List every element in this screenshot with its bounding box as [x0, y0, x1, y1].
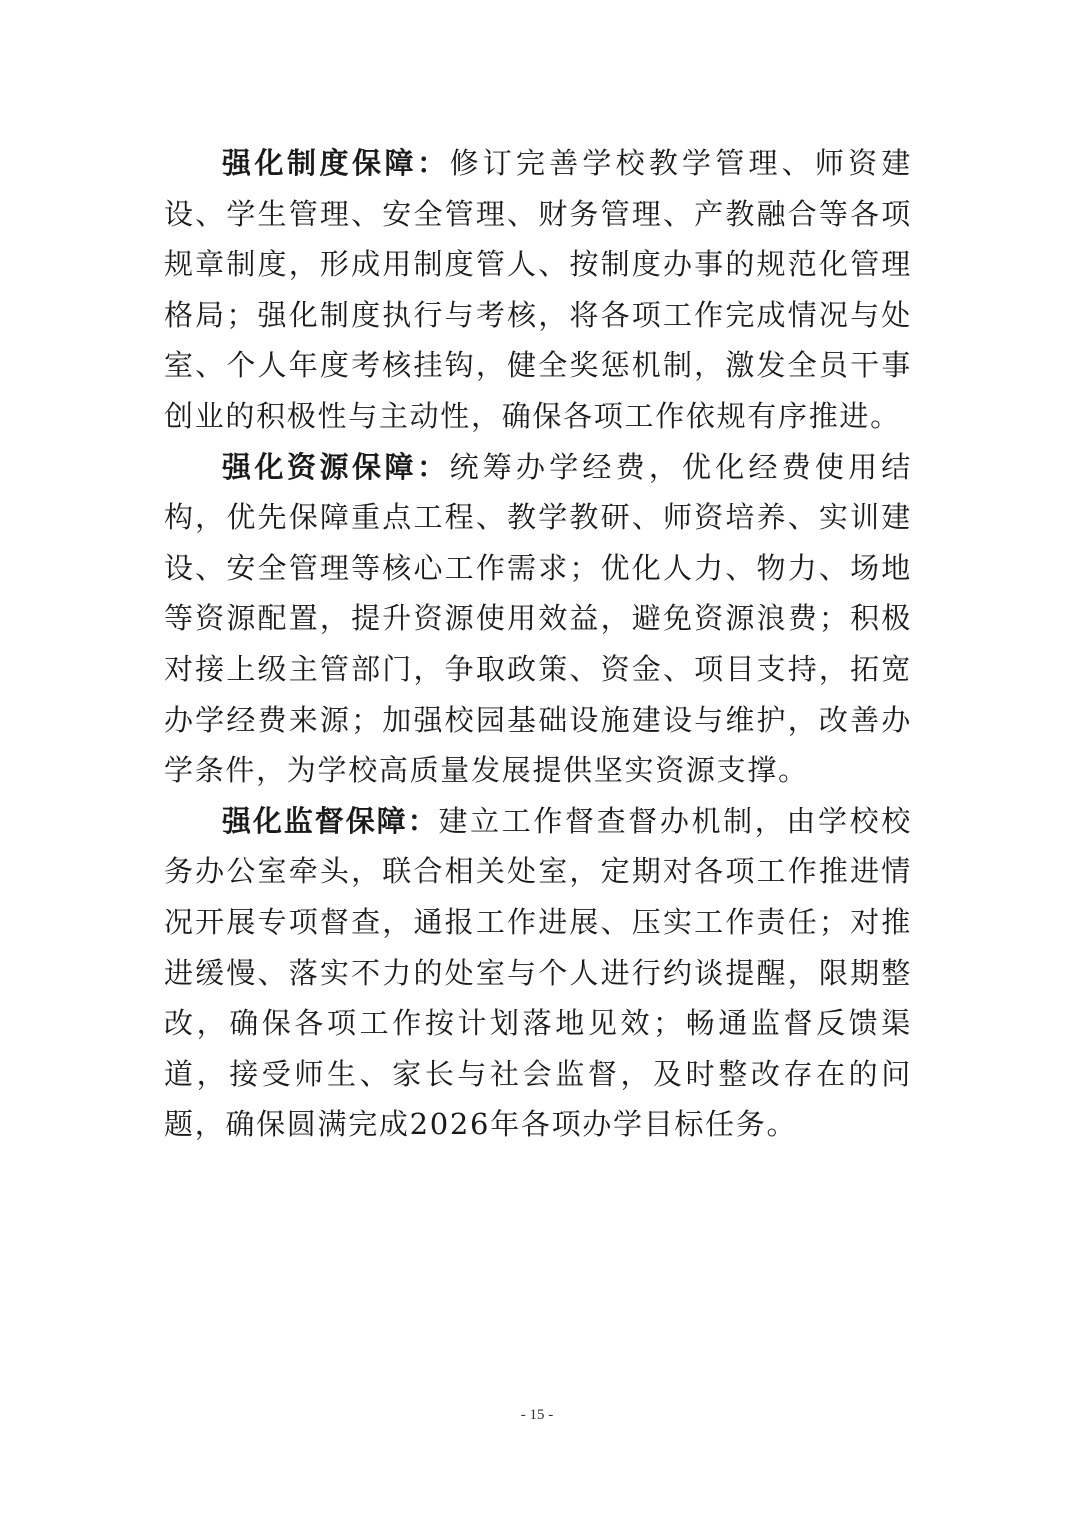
paragraph-supervision-guarantee [164, 796, 912, 1150]
page-number: - 15 - [520, 1407, 554, 1423]
paragraph-text: 建立工作督查督办机制，由学校校务办公室牵头，联合相关处室，定期对各项工作推进情况开展专项督查，通报工作进展、压实工作责任；对推进缓慢、落实不力的处室与个人进行约谈提醒，限期整改，确保各项工作按计划落地见效；畅通监督反馈渠道，接受师生、家长与社会监督，及时整改存在的问题，确保圆满完成2026年各项办学目标任务。 [164, 803, 912, 1142]
paragraph-text: 统筹办学经费，优化经费使用结构，优先保障重点工程、教学教研、师资培养、实训建设、安全管理等核心工作需求；优化人力、物力、场地等资源配置，提升资源使用效益，避免资源浪费；积极对接上级主管部门，争取政策、资金、项目支持，拓宽办学经费来源；加强校园基础设施建设与维护，改善办学条件，为学校高质量发展提供坚实资源支撑。 [164, 449, 912, 788]
paragraph-lead-heading: 强化制度保障： [222, 146, 450, 180]
paragraph-resource-guarantee [164, 442, 912, 796]
paragraph-text: 修订完善学校教学管理、师资建设、学生管理、安全管理、财务管理、产教融合等各项规章制度，形成用制度管人、按制度办事的规范化管理格局；强化制度执行与考核，将各项工作完成情况与处室、个人年度考核挂钩，健全奖惩机制，激发全员干事创业的积极性与主动性，确保各项工作依规有序推进。 [164, 146, 912, 433]
paragraph-lead-heading: 强化资源保障： [222, 449, 450, 484]
document-body [164, 138, 912, 1150]
paragraph-institutional-guarantee [164, 138, 912, 442]
paragraph-lead-heading: 强化监督保障： [222, 803, 439, 838]
